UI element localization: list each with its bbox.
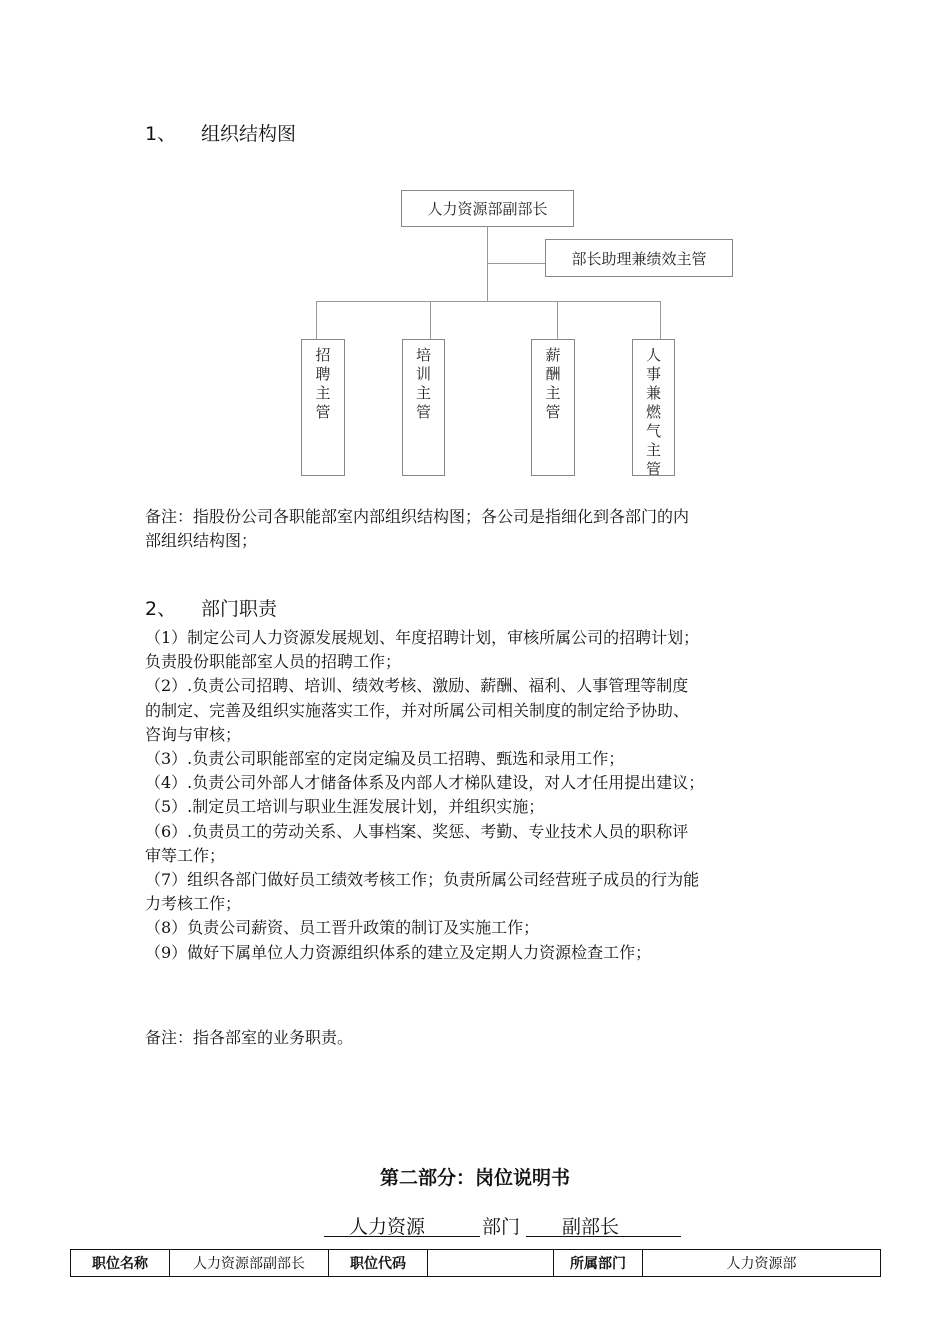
duty-line: （9）做好下属单位人力资源组织体系的建立及定期人力资源检查工作； <box>145 942 652 962</box>
job-info-table <box>70 1249 881 1277</box>
section-1-title: 组织结构图 <box>201 123 297 145</box>
note-2: 备注：指各部室的业务职责。 <box>145 1028 354 1047</box>
subtitle-department: 人力资源 <box>349 1216 426 1238</box>
org-child-compensation <box>531 339 575 476</box>
position-name-label: 职位名称 <box>71 1250 170 1277</box>
section-2-number: 2、 <box>145 598 177 620</box>
duty-line: 的制定、完善及组织实施落实工作，并对所属公司相关制度的制定给予协助、 <box>145 700 690 720</box>
position-code-value <box>428 1250 554 1277</box>
duty-line: （1）制定公司人力资源发展规划、年度招聘计划，审核所属公司的招聘计划； <box>145 628 700 647</box>
org-child-char: 管 <box>315 403 331 421</box>
duty-line: 审等工作； <box>145 845 226 865</box>
department-label: 所属部门 <box>554 1250 643 1277</box>
part-2-title: 第二部分：岗位说明书 <box>379 1167 570 1189</box>
duty-line: （6）.负责员工的劳动关系、人事档案、奖惩、考勤、专业技术人员的职称评 <box>145 821 689 841</box>
duties-list <box>145 626 815 965</box>
org-child-char: 管 <box>645 460 661 476</box>
department-value: 人力资源部 <box>643 1250 881 1277</box>
duty-line: （3）.负责公司职能部室的定岗定编及员工招聘、甄选和录用工作； <box>145 749 625 769</box>
subtitle-department-suffix: 部门 <box>482 1216 521 1238</box>
org-child-recruitment <box>301 339 345 476</box>
note-1 <box>145 505 825 553</box>
duty-line: 咨询与审核； <box>145 724 242 744</box>
mid-underline <box>526 1236 559 1237</box>
table-row <box>71 1250 881 1277</box>
org-branch-line <box>430 301 431 340</box>
org-bus-line <box>316 301 661 302</box>
org-child-char: 管 <box>545 403 561 421</box>
org-branch-line <box>660 301 661 340</box>
duty-line: 力考核工作； <box>145 894 242 914</box>
duty-line: （4）.负责公司外部人才储备体系及内部人才梯队建设，对人才任用提出建议； <box>145 773 705 793</box>
org-child-char: 招 <box>315 346 331 364</box>
org-child-char: 聘 <box>315 365 331 383</box>
position-name-value: 人力资源部副部长 <box>170 1250 329 1277</box>
org-child-char: 酬 <box>545 365 561 383</box>
org-child-char: 训 <box>415 365 431 383</box>
org-child-personnel <box>632 339 675 476</box>
org-branch-line <box>316 301 317 340</box>
section-2-heading <box>145 594 445 620</box>
org-child-char: 主 <box>415 384 431 402</box>
duty-line: （8）负责公司薪资、员工晋升政策的制订及实施工作； <box>145 918 540 938</box>
org-child-char: 主 <box>315 384 331 402</box>
org-child-char: 兼 <box>645 384 661 402</box>
org-child-char: 燃 <box>645 403 661 421</box>
org-child-char: 气 <box>645 422 661 440</box>
org-child-char: 管 <box>415 403 431 421</box>
org-child-char: 事 <box>645 365 661 383</box>
duty-line: （2）.负责公司招聘、培训、绩效考核、激励、薪酬、福利、人事管理等制度 <box>145 676 689 696</box>
subtitle-position: 副部长 <box>562 1216 620 1238</box>
duty-line: 负责股份职能部室人员的招聘工作； <box>145 652 402 672</box>
note-1-line: 备注：指股份公司各职能部室内部组织结构图；各公司是指细化到各部门的内 <box>145 507 690 526</box>
position-code-label: 职位代码 <box>329 1250 428 1277</box>
org-child-char: 人 <box>645 346 661 364</box>
note-1-line: 部组织结构图； <box>145 531 258 550</box>
org-assistant-connector <box>488 263 546 264</box>
org-trunk-line <box>487 227 488 302</box>
org-child-char: 主 <box>545 384 561 402</box>
org-child-training <box>402 339 445 476</box>
section-2-title: 部门职责 <box>201 598 278 620</box>
org-child-char: 培 <box>415 346 431 364</box>
org-child-char: 薪 <box>545 346 561 364</box>
org-assistant-box: 部长助理兼绩效主管 <box>545 239 733 277</box>
duty-line: （7）组织各部门做好员工绩效考核工作；负责所属公司经营班子成员的行为能 <box>145 870 700 890</box>
section-1-heading <box>145 119 445 145</box>
org-branch-line <box>557 301 558 340</box>
org-child-char: 主 <box>645 441 661 459</box>
section-1-number: 1、 <box>145 123 177 145</box>
duty-line: （5）.制定员工培训与职业生涯发展计划，并组织实施； <box>145 797 545 817</box>
org-root-box: 人力资源部副部长 <box>401 190 574 227</box>
